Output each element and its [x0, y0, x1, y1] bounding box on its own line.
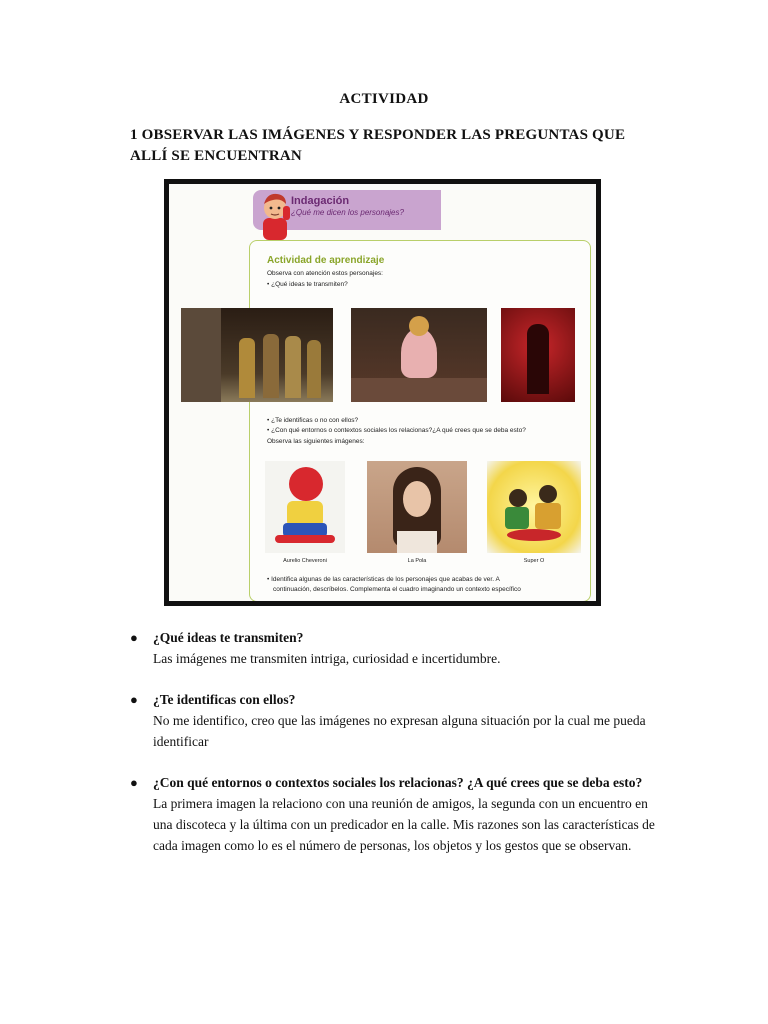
activity-instruction: 1 OBSERVAR LAS IMÁGENES Y RESPONDER LAS PREGUNTAS QUE ALLÍ SE ENCUENTRAN [130, 127, 626, 164]
scan-intro-2: Observa las siguientes imágenes: [267, 438, 365, 445]
banner-title: Indagación [291, 195, 350, 207]
answer-block-1 [130, 627, 675, 669]
super-o-cartoon-image [487, 461, 581, 553]
answer-1: Las imágenes me transmiten intriga, curiosidad e incertidumbre. [153, 651, 501, 666]
question-3: ¿Con qué entornos o contextos sociales los relacionas? ¿A qué crees que se deba esto? [153, 775, 643, 790]
document-title: ACTIVIDAD [339, 91, 429, 107]
bullet-icon: ● [130, 692, 138, 707]
activity-title: Actividad de aprendizaje [267, 255, 385, 266]
red-robed-figure-photo [501, 308, 575, 402]
bullet-icon: ● [130, 630, 138, 645]
caption-la-pola: La Pola [407, 558, 427, 564]
thinking-child-illustration [255, 188, 295, 240]
theatre-group-photo [181, 308, 333, 402]
question-1: ¿Qué ideas te transmiten? [153, 630, 304, 645]
la-pola-portrait-image [367, 461, 467, 553]
scan-intro: Observa con atención estos personajes: [267, 270, 383, 277]
aurelio-cheveroni-image [265, 461, 345, 553]
scan-footer-line-2: continuación, descríbelos. Complementa el cuadro imaginando un contexto específico [273, 586, 521, 593]
scan-question-2: ¿Te identificas o no con ellos? [271, 417, 359, 424]
textbook-scan-image: Indagación ¿Qué me dicen los personajes? Actividad de aprendizaje Observa con atención estos personajes: • ¿Qué ideas te transmiten? • ¿Te identificas o no con ellos? • ¿Con qué entornos o contextos sociales los relacionas?¿A qué crees que se deba esto? Observa las siguientes imágenes: Aurelio Cheveroni La Pola Super O • Identifica algunas de las características de los personajes que acabas de ver. A continuación, descríbelos. Complementa el cuadro imaginando un contexto específico [164, 179, 601, 606]
question-2: ¿Te identificas con ellos? [153, 692, 296, 707]
stage-performer-photo [351, 308, 487, 402]
answer-block-2 [130, 689, 675, 752]
answer-3: La primera imagen la relaciono con una reunión de amigos, la segunda con un encuentro en una discoteca y la última con un predicador en la calle. Mis razones son las características de cada imagen como lo es el número de personas, los objetos y los gestos que se observan. [153, 796, 655, 853]
scan-question-3: ¿Con qué entornos o contextos sociales los relacionas?¿A qué crees que se deba esto? [271, 427, 526, 434]
bullet-icon: ● [130, 775, 138, 790]
caption-super-o: Super O [523, 558, 545, 564]
banner-subtitle: ¿Qué me dicen los personajes? [291, 208, 404, 217]
answer-2: No me identifico, creo que las imágenes no expresan alguna situación por la cual me pueda identificar [153, 713, 646, 749]
answer-block-3 [130, 772, 675, 856]
scan-question-1: ¿Qué ideas te transmiten? [271, 281, 348, 288]
caption-aurelio: Aurelio Cheveroni [283, 558, 327, 564]
scan-footer-line-1: Identifica algunas de las características de los personajes que acabas de ver. A [271, 576, 500, 583]
